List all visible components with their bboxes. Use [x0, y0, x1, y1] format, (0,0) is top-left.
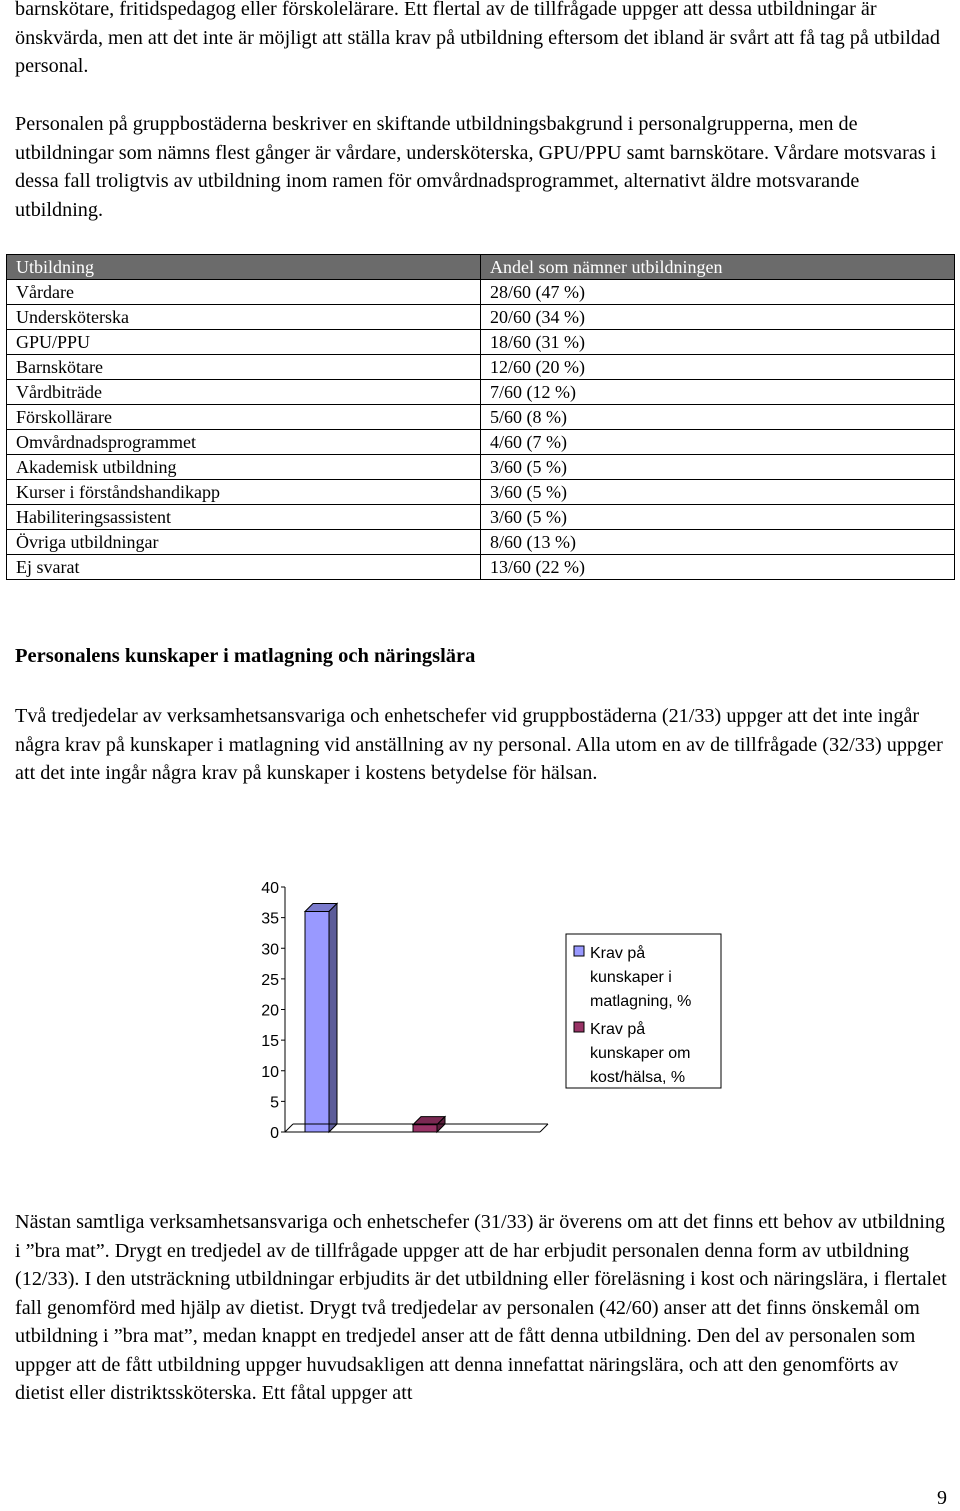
bars [305, 904, 445, 1133]
legend-label: kunskaper om [590, 1045, 691, 1062]
y-tick-label: 10 [261, 1063, 279, 1081]
share-cell: 13/60 (22 %) [481, 555, 955, 580]
floor-edge [285, 1124, 293, 1132]
share-cell: 8/60 (13 %) [481, 530, 955, 555]
table-row [7, 280, 955, 305]
education-name-cell: Vårdbiträde [7, 380, 481, 405]
education-name-cell: Barnskötare [7, 355, 481, 380]
y-tick-label: 20 [261, 1002, 279, 1020]
share-cell: 20/60 (34 %) [481, 305, 955, 330]
floor-edge [540, 1124, 548, 1132]
legend-label: kost/hälsa, % [590, 1069, 686, 1086]
table-row [7, 530, 955, 555]
education-name-cell: Kurser i förståndshandikapp [7, 480, 481, 505]
table-row [7, 555, 955, 580]
cooking-knowledge-paragraph: Två tredjedelar av verksamhetsansvariga och enhetschefer vid gruppbostäderna (21/33) uppger att det inte ingår några krav på kunskaper i matlagning vid anställning av ny personal. Alla utom en av de tillfrågade (32/33) uppger att det inte ingår några krav på kunskaper i kostens betydelse för hälsan. [15, 705, 943, 784]
education-name-cell: Habiliteringsassistent [7, 505, 481, 530]
education-name-cell: GPU/PPU [7, 330, 481, 355]
section-heading: Personalens kunskaper i matlagning och näringslära [15, 645, 476, 667]
share-cell: 3/60 (5 %) [481, 480, 955, 505]
table-row [7, 430, 955, 455]
share-cell: 3/60 (5 %) [481, 505, 955, 530]
y-tick-label: 25 [261, 971, 279, 989]
legend-swatch [574, 1022, 584, 1032]
education-name-cell: Undersköterska [7, 305, 481, 330]
education-table [6, 254, 955, 580]
education-name-cell: Förskollärare [7, 405, 481, 430]
table-header-cell: Utbildning [7, 255, 481, 280]
table-row [7, 330, 955, 355]
share-cell: 7/60 (12 %) [481, 380, 955, 405]
share-cell: 12/60 (20 %) [481, 355, 955, 380]
requirements-bar-chart [0, 870, 960, 1170]
legend-label: matlagning, % [590, 993, 692, 1010]
bar-side [329, 904, 337, 1133]
bar [305, 904, 337, 1133]
table-row [7, 355, 955, 380]
table-header-cell: Andel som nämner utbildningen [481, 255, 955, 280]
table-row [7, 480, 955, 505]
share-cell: 4/60 (7 %) [481, 430, 955, 455]
table-row [7, 455, 955, 480]
legend-label: kunskaper i [590, 969, 672, 986]
y-tick-label: 0 [270, 1125, 279, 1142]
bar-front [305, 912, 329, 1133]
education-name-cell: Vårdare [7, 280, 481, 305]
y-tick-label: 5 [270, 1094, 279, 1112]
share-cell: 5/60 (8 %) [481, 405, 955, 430]
education-name-cell: Övriga utbildningar [7, 530, 481, 555]
y-tick-label: 30 [261, 941, 279, 959]
y-tick-label: 15 [261, 1033, 279, 1051]
table-body [7, 280, 955, 580]
share-cell: 18/60 (31 %) [481, 330, 955, 355]
y-tick-label: 35 [261, 910, 279, 928]
page-number: 9 [937, 1487, 947, 1509]
education-name-cell: Omvårdnadsprogrammet [7, 430, 481, 455]
education-name-cell: Ej svarat [7, 555, 481, 580]
education-name-cell: Akademisk utbildning [7, 455, 481, 480]
table-row [7, 305, 955, 330]
y-tick-label: 40 [261, 880, 279, 897]
share-cell: 3/60 (5 %) [481, 455, 955, 480]
table-row [7, 405, 955, 430]
good-food-paragraph: Nästan samtliga verksamhetsansvariga och enhetschefer (31/33) är överens om att det finns ett behov av utbildning i ”bra mat”. Drygt en tredjedel av de tillfrågade uppger att de har erbjudit personalen denna form av utbildning (12/33). I den utsträckning utbildningar erbjudits är det utbildning eller föreläsning i kost och näringslära, i flertalet fall genomförd med hjälp av dietist. Drygt två tredjedelar av personalen (42/60) anser att det finns önskemål om utbildning i ”bra mat”, medan knappt en tredjedel anser att de fått denna utbildning. Den del av personalen som uppger att de fått utbildning uppger huvudsakligen att denna innefattat näringslära, och att den genomförts av dietist eller distriktssköterska. Ett fåtal uppger att [15, 1211, 947, 1404]
table-header-row [7, 255, 955, 280]
share-cell: 28/60 (47 %) [481, 280, 955, 305]
legend-swatch [574, 946, 584, 956]
intro-paragraph: barnskötare, fritidspedagog eller förskolelärare. Ett flertal av de tillfrågade uppger att dessa utbildningar är önskvärda, men att det inte är möjligt att ställa krav på utbildning eftersom det ibland är svårt att få tag på utbildad personal. [15, 0, 940, 77]
y-axis-ticks [261, 880, 285, 1142]
table-row [7, 505, 955, 530]
bar-front [413, 1125, 437, 1132]
legend-label: Krav på [590, 945, 646, 962]
education-background-paragraph: Personalen på gruppbostäderna beskriver en skiftande utbildningsbakgrund i personalgrupperna, men de utbildningar som nämns flest gånger är vårdare, undersköterska, GPU/PPU samt barnskötare. Vårdare motsvaras i dessa fall troligtvis av utbildning inom ramen för omvårdnadsprogrammet, alternativt äldre motsvarande utbildning. [15, 113, 937, 221]
chart-legend [566, 934, 721, 1088]
legend-label: Krav på [590, 1021, 646, 1038]
table-row [7, 380, 955, 405]
